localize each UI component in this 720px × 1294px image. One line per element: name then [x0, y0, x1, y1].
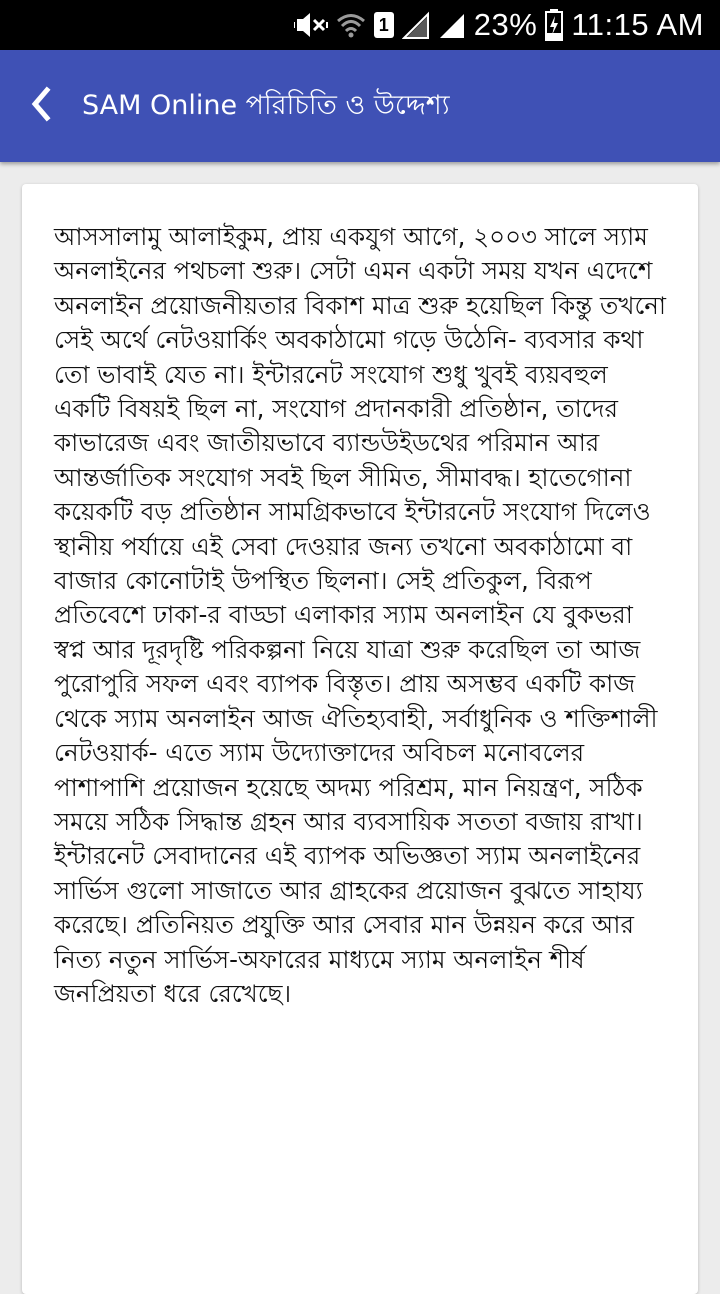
battery-percent: 23% [473, 7, 538, 42]
status-bar [0, 0, 720, 50]
sim-1-icon: 1 [374, 12, 394, 38]
signal-icon [402, 10, 430, 40]
page-title: SAM Online পরিচিতি ও উদ্দেশ্য [82, 90, 450, 121]
intro-paragraph: আসসালামু আলাইকুম, প্রায় একযুগ আগে, ২০০৩ সালে স্যাম অনলাইনের পথচলা শুরু। সেটা এমন একটা সময় যখন এদেশে অনলাইন প্রয়োজনীয়তার বিকাশ মাত্র শুরু হয়েছিল কিন্তু তখনো সেই অর্থে নেটওয়ার্কিং অবকাঠামো গড়ে উঠেনি- ব্যবসার কথা তো ভাবাই যেত না। ইন্টারনেট সংযোগ শুধু খুবই ব্যয়বহুল একটি বিষয়ই ছিল না, সংযোগ প্রদানকারী প্রতিষ্ঠান, তাদের কাভারেজ এবং জাতীয়ভাবে ব্যান্ডউইডথের পরিমান আর আন্তর্জাতিক সংযোগ সবই ছিল সীমিত, সীমাবদ্ধ। হাতেগোনা কয়েকটি বড় প্রতিষ্ঠান সামগ্রিকভাবে ইন্টারনেট সংযোগ দিলেও স্থানীয় পর্যায়ে এই সেবা দেওয়ার জন্য তখনো অবকাঠামো বা বাজার কোনোটাই উপস্থিত ছিলনা। সেই প্রতিকুল, বিরূপ প্রতিবেশে ঢাকা-র বাড্ডা এলাকার স্যাম অনলাইন যে বুকভরা স্বপ্ন আর দূরদৃষ্টি পরিকল্পনা নিয়ে যাত্রা শুরু করেছিল তা আজ পুরোপুরি সফল এবং ব্যাপক বিস্তৃত। প্রায় অসম্ভব একটি কাজ থেকে স্যাম অনলাইন আজ ঐতিহ্যবাহী, সর্বাধুনিক ও শক্তিশালী নেটওয়ার্ক- এতে স্যাম উদ্যোক্তাদের অবিচল মনোবলের পাশাপাশি প্রয়োজন হয়েছে অদম্য পরিশ্রম, মান নিয়ন্ত্রণ, সঠিক সময়ে সঠিক সিদ্ধান্ত গ্রহন আর ব্যবসায়িক সততা বজায় রাখা। [54, 222, 674, 836]
signal-icon [438, 10, 466, 40]
services-paragraph: ইন্টারনেট সেবাদানের এই ব্যাপক অভিজ্ঞতা স্যাম অনলাইনের সার্ভিস গুলো সাজাতে আর গ্রাহকের প্রয়োজন বুঝতে সাহায্য করেছে। প্রতিনিয়ত প্রযুক্তি আর সেবার মান উন্নয়ন করে আর নিত্য নতুন সার্ভিস-অফারের মাধ্যমে স্যাম অনলাইন শীর্ষ জনপ্রিয়তা ধরে রেখেছে। [54, 841, 651, 1008]
app-bar [0, 50, 720, 162]
wifi-icon [336, 10, 366, 40]
mute-vibrate-icon [294, 10, 328, 40]
battery-charging-icon [545, 9, 563, 41]
back-button[interactable] [12, 78, 68, 134]
clock: 11:15 AM [571, 7, 704, 42]
status-icons [294, 0, 704, 50]
chevron-left-icon [25, 84, 55, 128]
content-card [22, 184, 698, 1294]
